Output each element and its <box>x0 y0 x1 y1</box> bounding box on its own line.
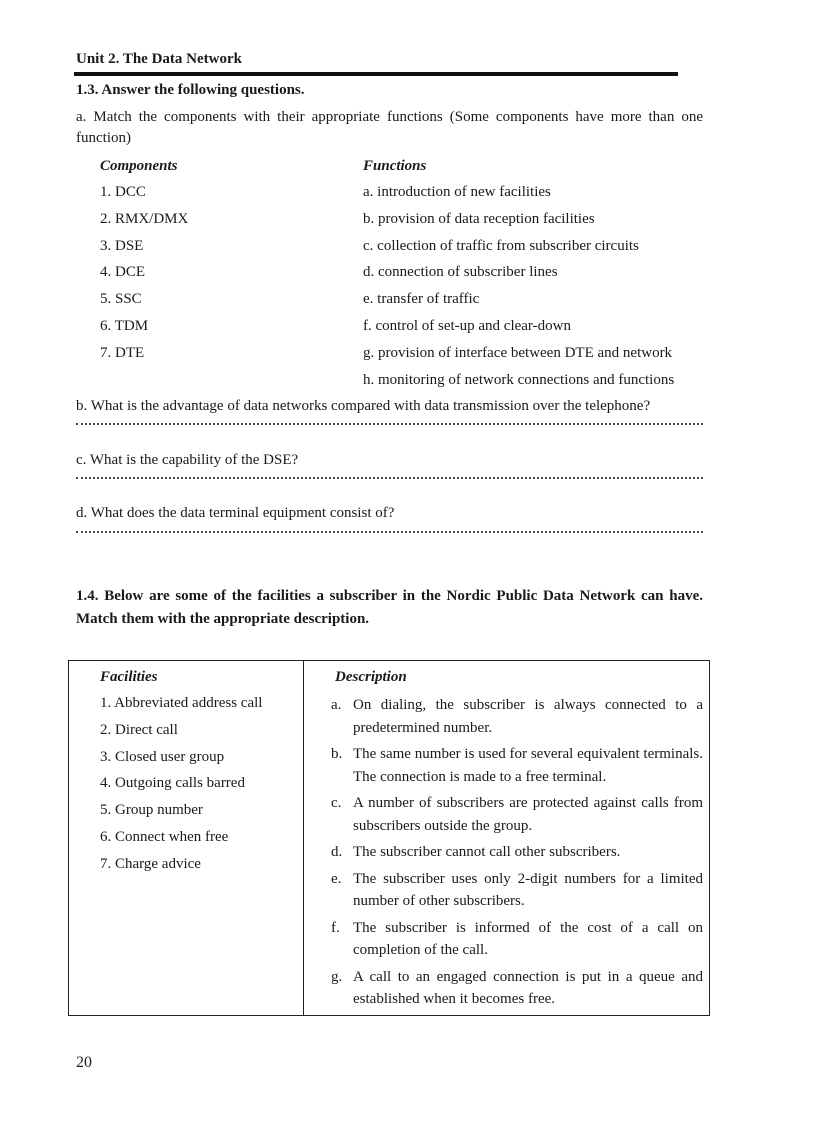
description-text: A call to an engaged connection is put in a queue and established when it becomes free. <box>353 968 703 1007</box>
facility-item: 7. Charge advice <box>100 855 201 872</box>
description-item <box>331 966 703 1011</box>
functions-heading: Functions <box>363 158 427 174</box>
function-item: f. control of set-up and clear-down <box>363 317 571 334</box>
question-a: a. Match the components with their appropriate functions (Some components have more than one function) <box>76 109 703 146</box>
facilities-list <box>100 694 262 882</box>
facility-item: 5. Group number <box>100 802 203 819</box>
function-item: a. introduction of new facilities <box>363 184 551 200</box>
description-text: The subscriber is informed of the cost of a call on completion of the call. <box>353 919 703 958</box>
section-1-3-heading: 1.3. Answer the following questions. <box>76 82 305 98</box>
description-text: The subscriber cannot call other subscribers. <box>353 844 621 860</box>
description-text: The same number is used for several equivalent terminals. The connection is made to a free terminal. <box>353 746 703 785</box>
function-item: c. collection of traffic from subscriber circuits <box>363 237 639 254</box>
header-rule <box>74 72 678 76</box>
question-b: b. What is the advantage of data networks compared with data transmission over the telephone? <box>76 398 651 414</box>
table-divider <box>303 661 304 1015</box>
description-letter: a. <box>331 697 342 713</box>
description-item <box>331 917 703 962</box>
description-letter: b. <box>331 746 343 762</box>
component-item: 6. TDM <box>100 317 149 334</box>
description-letter: f. <box>331 919 340 936</box>
description-letter: d. <box>331 844 343 860</box>
description-item <box>331 743 703 788</box>
description-heading: Description <box>335 669 407 685</box>
unit-header: Unit 2. The Data Network <box>76 51 242 67</box>
description-letter: c. <box>331 795 342 811</box>
function-item: d. connection of subscriber lines <box>363 264 558 281</box>
function-item: h. monitoring of network connections and functions <box>363 371 675 388</box>
function-item: e. transfer of traffic <box>363 291 480 308</box>
functions-list <box>363 183 674 397</box>
facility-item: 3. Closed user group <box>100 748 225 765</box>
description-item <box>331 841 703 864</box>
section-1-4-heading: 1.4. Below are some of the facilities a subscriber in the Nordic Public Data Network can have. Match them with the appropriate description. <box>76 588 703 627</box>
answer-line-d[interactable] <box>76 530 703 533</box>
function-item: b. provision of data reception facilities <box>363 210 595 227</box>
component-item: 2. RMX/DMX <box>100 210 189 227</box>
component-item: 4. DCE <box>100 264 145 281</box>
question-c: c. What is the capability of the DSE? <box>76 452 299 468</box>
descriptions-list <box>331 694 703 1015</box>
facilities-table <box>68 660 710 1016</box>
facility-item: 4. Outgoing calls barred <box>100 775 245 792</box>
facility-item: 6. Connect when free <box>100 828 229 845</box>
description-letter: g. <box>331 968 343 985</box>
description-item <box>331 694 703 739</box>
facility-item: 1. Abbreviated address call <box>100 695 263 711</box>
component-item: 5. SSC <box>100 291 142 308</box>
component-item: 7. DTE <box>100 344 145 361</box>
page-number: 20 <box>76 1054 92 1071</box>
function-item: g. provision of interface between DTE and network <box>363 344 673 361</box>
description-text: On dialing, the subscriber is always connected to a predetermined number. <box>353 697 703 736</box>
component-item: 1. DCC <box>100 184 146 200</box>
question-d: d. What does the data terminal equipment consist of? <box>76 505 395 521</box>
description-item <box>331 792 703 837</box>
facilities-heading: Facilities <box>100 669 158 685</box>
component-item: 3. DSE <box>100 237 144 254</box>
description-letter: e. <box>331 870 342 887</box>
facility-item: 2. Direct call <box>100 721 178 738</box>
description-item <box>331 868 703 913</box>
components-list <box>100 183 188 371</box>
description-text: The subscriber uses only 2-digit numbers for a limited number of other subscribers. <box>353 870 703 909</box>
components-heading: Components <box>100 158 178 174</box>
answer-line-b[interactable] <box>76 422 703 425</box>
description-text: A number of subscribers are protected against calls from subscribers outside the group. <box>353 795 703 834</box>
answer-line-c[interactable] <box>76 476 703 479</box>
